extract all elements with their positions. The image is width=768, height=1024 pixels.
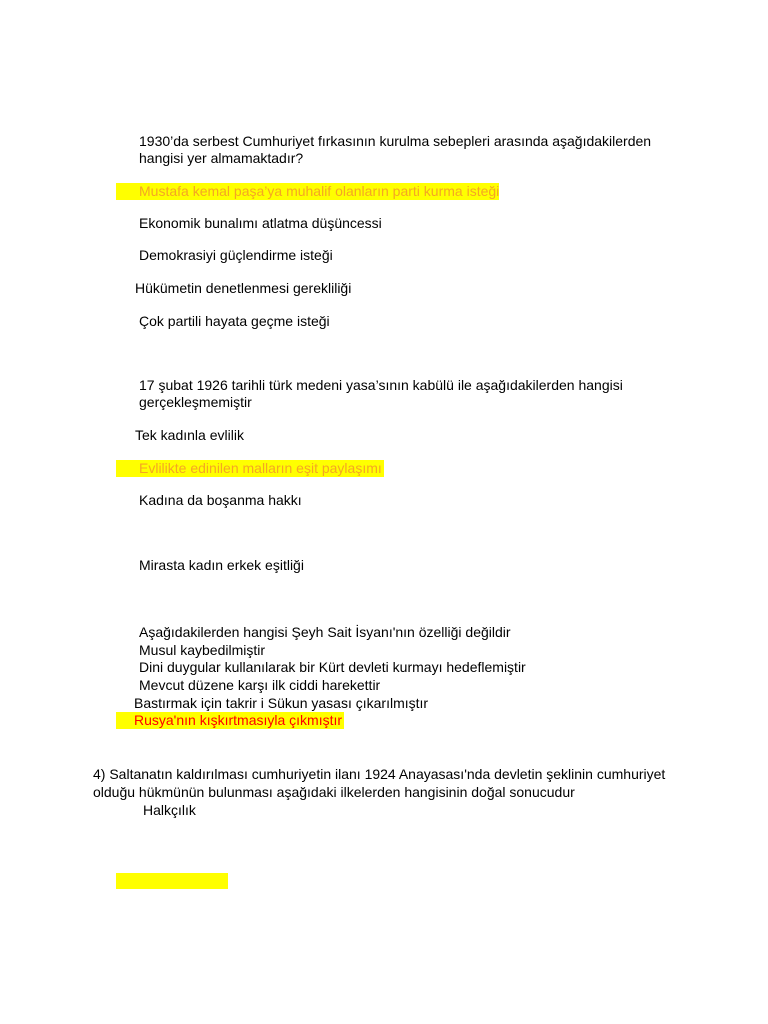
q4-question-line1: 4) Saltanatın kaldırılması cumhuriyetin ilanı 1924 Anayasası'nda devletin şeklinin cumhuriyet bbox=[93, 766, 666, 782]
q1-question-line2: hangisi yer almamaktadır? bbox=[139, 150, 304, 166]
q1-option-4: Çok partili hayata geçme isteği bbox=[139, 313, 330, 329]
q1-option-2: Demokrasiyi güçlendirme isteği bbox=[139, 247, 333, 263]
q2-question-line1: 17 şubat 1926 tarihli türk medeni yasa’sının kabülü ile aşağıdakilerden hangisi bbox=[139, 377, 623, 393]
q2-option-d: Mirasta kadın erkek eşitliği bbox=[139, 557, 304, 573]
q4-option: Halkçılık bbox=[143, 802, 196, 818]
q1-option-3: Hükümetin denetlenmesi gerekliliği bbox=[135, 280, 352, 296]
q1-option-1: Ekonomik bunalımı atlatma düşüncessi bbox=[139, 215, 382, 231]
q4-answer-highlight bbox=[116, 873, 228, 889]
q1-question-line1: 1930’da serbest Cumhuriyet fırkasının kurulma sebepleri arasında aşağıdakilerden bbox=[139, 133, 652, 149]
q2-option-a: Tek kadınla evlilik bbox=[135, 427, 244, 443]
q2-question-line2: gerçekleşmemiştir bbox=[139, 394, 252, 410]
q3-option-1: Musul kaybedilmiştir bbox=[139, 642, 266, 658]
q1-answer: Mustafa kemal paşa’ya muhalif olanların parti kurma isteği bbox=[139, 183, 500, 199]
q3-question: Aşağıdakilerden hangisi Şeyh Sait İsyanı'nın özelliği değildir bbox=[139, 624, 511, 640]
q3-option-3: Mevcut düzene karşı ilk ciddi harekettir bbox=[139, 677, 381, 693]
q3-answer: Rusya'nın kışkırtmasıyla çıkmıştır bbox=[134, 712, 343, 728]
q3-option-2: Dini duygular kullanılarak bir Kürt devleti kurmayı hedeflemiştir bbox=[139, 659, 526, 675]
q3-option-4: Bastırmak için takrir i Sükun yasası çıkarılmıştır bbox=[134, 695, 429, 711]
q2-option-c: Kadına da boşanma hakkı bbox=[139, 492, 302, 508]
q2-answer: Evlilikte edinilen malların eşit paylaşımı bbox=[139, 460, 382, 476]
q4-question-line2: olduğu hükmünün bulunması aşağıdaki ilkelerden hangisinin doğal sonucudur bbox=[93, 784, 575, 800]
